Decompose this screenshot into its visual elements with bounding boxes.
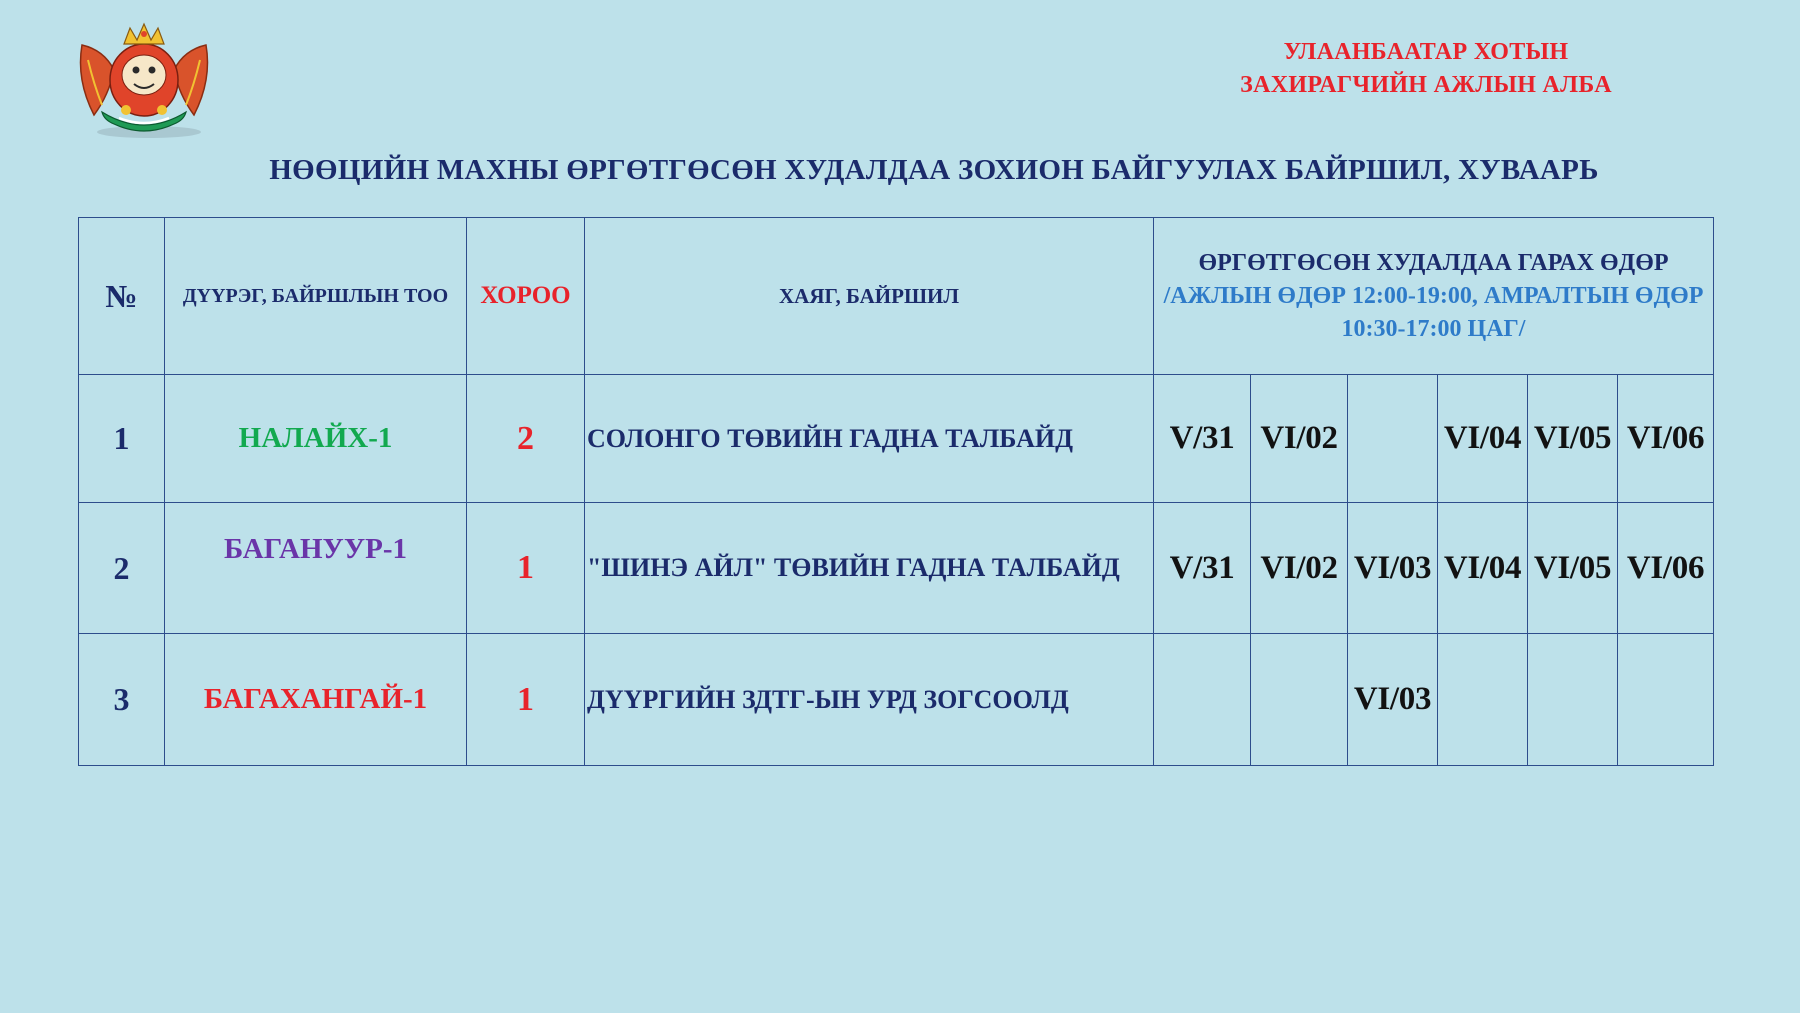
- header-district: [165, 218, 467, 375]
- page-title: НӨӨЦИЙН МАХНЫ ӨРГӨТГӨСӨН ХУДАЛДАА ЗОХИОН БАЙГУУЛАХ БАЙРШИЛ, ХУВААРЬ: [269, 154, 1599, 186]
- header-district-label: ДҮҮРЭГ, БАЙРШЛЫН ТОО: [182, 285, 449, 307]
- header-number: №: [79, 218, 165, 375]
- row-khoroo: 1: [467, 634, 585, 766]
- row-district: НАЛАЙХ-1: [165, 375, 467, 503]
- organization-name: [1146, 36, 1706, 102]
- row-date: VI/05: [1528, 503, 1618, 634]
- header-address: ХАЯГ, БАЙРШИЛ: [585, 218, 1154, 375]
- row-date: VI/02: [1251, 375, 1348, 503]
- row-date: VI/04: [1438, 375, 1528, 503]
- row-number: 1: [79, 375, 165, 503]
- header-dates-title: ӨРГӨТГӨСӨН ХУДАЛДАА ГАРАХ ӨДӨР: [1198, 249, 1669, 276]
- row-date: V/31: [1154, 375, 1251, 503]
- row-date: VI/04: [1438, 503, 1528, 634]
- schedule-table: [78, 217, 1714, 766]
- row-date: [1251, 634, 1348, 766]
- table-row: [79, 503, 1714, 634]
- row-date: VI/03: [1348, 634, 1438, 766]
- header-dates-hours: /АЖЛЫН ӨДӨР 12:00-19:00, АМРАЛТЫН ӨДӨР 10:30-17:00 ЦАГ/: [1163, 282, 1704, 342]
- row-date: [1618, 634, 1714, 766]
- row-date: VI/02: [1251, 503, 1348, 634]
- organization-line-1: УЛААНБААТАР ХОТЫН: [1283, 39, 1569, 65]
- row-date: V/31: [1154, 503, 1251, 634]
- row-date: [1348, 375, 1438, 503]
- row-address: СОЛОНГО ТӨВИЙН ГАДНА ТАЛБАЙД: [585, 375, 1154, 503]
- row-address: ДҮҮРГИЙН ЗДТГ-ЫН УРД ЗОГСООЛД: [585, 634, 1154, 766]
- row-date: [1528, 634, 1618, 766]
- row-number: 2: [79, 503, 165, 634]
- row-date: VI/06: [1618, 375, 1714, 503]
- row-address: "ШИНЭ АЙЛ" ТӨВИЙН ГАДНА ТАЛБАЙД: [585, 503, 1154, 634]
- row-number: 3: [79, 634, 165, 766]
- table-row: [79, 375, 1714, 503]
- row-date: [1154, 634, 1251, 766]
- city-emblem-icon: [74, 20, 214, 145]
- row-khoroo: 1: [467, 503, 585, 634]
- table-row: [79, 634, 1714, 766]
- row-date: VI/06: [1618, 503, 1714, 634]
- table-header-row: [79, 218, 1714, 375]
- organization-line-2: ЗАХИРАГЧИЙН АЖЛЫН АЛБА: [1240, 72, 1612, 98]
- header-khoroo: ХОРОО: [467, 218, 585, 375]
- row-district: БАГАХАНГАЙ-1: [165, 634, 467, 766]
- row-date: VI/05: [1528, 375, 1618, 503]
- row-date: VI/03: [1348, 503, 1438, 634]
- row-district: БАГАНУУР-1: [165, 503, 467, 634]
- row-date: [1438, 634, 1528, 766]
- row-khoroo: 2: [467, 375, 585, 503]
- header-dates: [1154, 218, 1714, 375]
